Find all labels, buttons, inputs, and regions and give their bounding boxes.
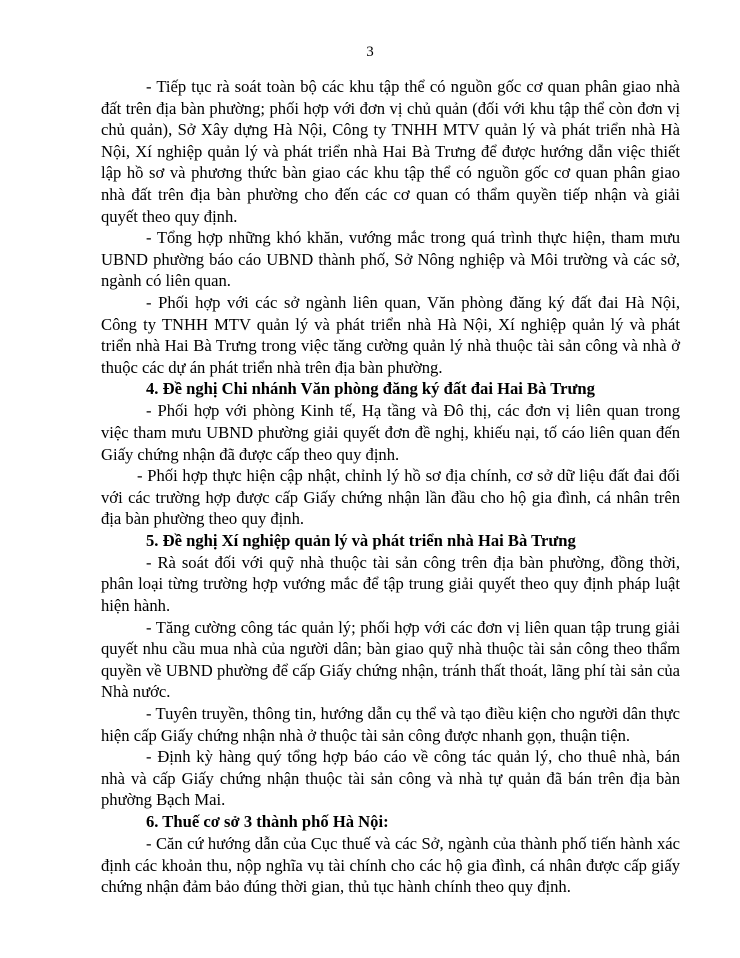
paragraph-summarize-difficulties: - Tổng hợp những khó khăn, vướng mắc trong quá trình thực hiện, tham mưu UBND phường báo cáo UBND thành phố, Sở Nông nghiệp và Môi trường và các sở, ngành có liên quan. [101,228,680,291]
section-heading-5: 5. Đề nghị Xí nghiệp quản lý và phát triển nhà Hai Bà Trưng [146,530,576,550]
section-heading-4: 4. Đề nghị Chi nhánh Văn phòng đăng ký đất đai Hai Bà Trưng [146,379,595,399]
paragraph-financial-obligations: - Căn cứ hướng dẫn của Cục thuế và các Sở, ngành của thành phố tiến hành xác định các khoản thu, nộp nghĩa vụ tài chính cho các hộ gia đình, cá nhân được cấp giấy chứng nhận đảm bảo đúng thời gian, thủ tục hành chính theo quy định. [101,834,680,897]
paragraph-propaganda-guidance: - Tuyên truyền, thông tin, hướng dẫn cụ thể và tạo điều kiện cho người dân thực hiện cấp Giấy chứng nhận nhà ở thuộc tài sản công được nhanh gọn, thuận tiện. [101,704,680,745]
paragraph-coordinate-public-housing: - Phối hợp với các sở ngành liên quan, Văn phòng đăng ký đất đai Hà Nội, Công ty TNHH MTV quản lý và phát triển nhà Hà Nội, Xí nghiệp quản lý và phát triển nhà Hai Bà Trưng trong việc tăng cường quản lý nhà thuộc tài sản công và nhà ở thuộc các dự án phát triển nhà trên địa bàn phường. [101,292,680,377]
section-heading-6: 6. Thuế cơ sở 3 thành phố Hà Nội: [146,812,389,831]
paragraph-update-cadastral-records: - Phối hợp thực hiện cập nhật, chỉnh lý hồ sơ địa chính, cơ sở dữ liệu đất đai đối với các trường hợp được cấp Giấy chứng nhận lần đầu cho hộ gia đình, cá nhân trên địa bàn phường theo quy định. [101,466,680,529]
paragraph-review-collective-housing: - Tiếp tục rà soát toàn bộ các khu tập thể có nguồn gốc cơ quan phân giao nhà đất trên địa bàn phường; phối hợp với đơn vị chủ quản (đối với khu tập thể còn đơn vị chủ quản), Sở Xây dựng Hà Nội, Công ty TNHH MTV quản lý và phát triển nhà Hà Nội, Xí nghiệp quản lý và phát triển nhà Hai Bà Trưng để được hướng dẫn việc thiết lập hồ sơ và phương thức bàn giao các khu tập thể có nguồn gốc cơ quan phân giao nhà đất trên địa bàn phường cho đến các cơ quan có thẩm quyền tiếp nhận và giải quyết theo quy định. [101,77,680,226]
document-body [101,76,680,898]
paragraph-quarterly-report: - Định kỳ hàng quý tổng hợp báo cáo về công tác quản lý, cho thuê nhà, bán nhà và cấp Giấy chứng nhận thuộc tài sản công và nhà tự quản đã bán trên địa bàn phường Bạch Mai. [101,747,680,810]
page-number: 3 [366,44,374,60]
paragraph-advise-complaints: - Phối hợp với phòng Kinh tế, Hạ tầng và Đô thị, các đơn vị liên quan trong việc tham mưu UBND phường giải quyết đơn đề nghị, khiếu nại, tố cáo liên quan đến Giấy chứng nhận đã được cấp theo quy định. [101,401,680,464]
paragraph-strengthen-management: - Tăng cường công tác quản lý; phối hợp với các đơn vị liên quan tập trung giải quyết nhu cầu mua nhà của người dân; bàn giao quỹ nhà thuộc tài sản công theo thẩm quyền về UBND phường để cấp Giấy chứng nhận, tránh thất thoát, lãng phí tài sản của Nhà nước. [101,617,680,702]
paragraph-review-housing-fund: - Rà soát đối với quỹ nhà thuộc tài sản công trên địa bàn phường, đồng thời, phân loại từng trường hợp vướng mắc để tập trung giải quyết theo quy định pháp luật hiện hành. [101,552,680,616]
